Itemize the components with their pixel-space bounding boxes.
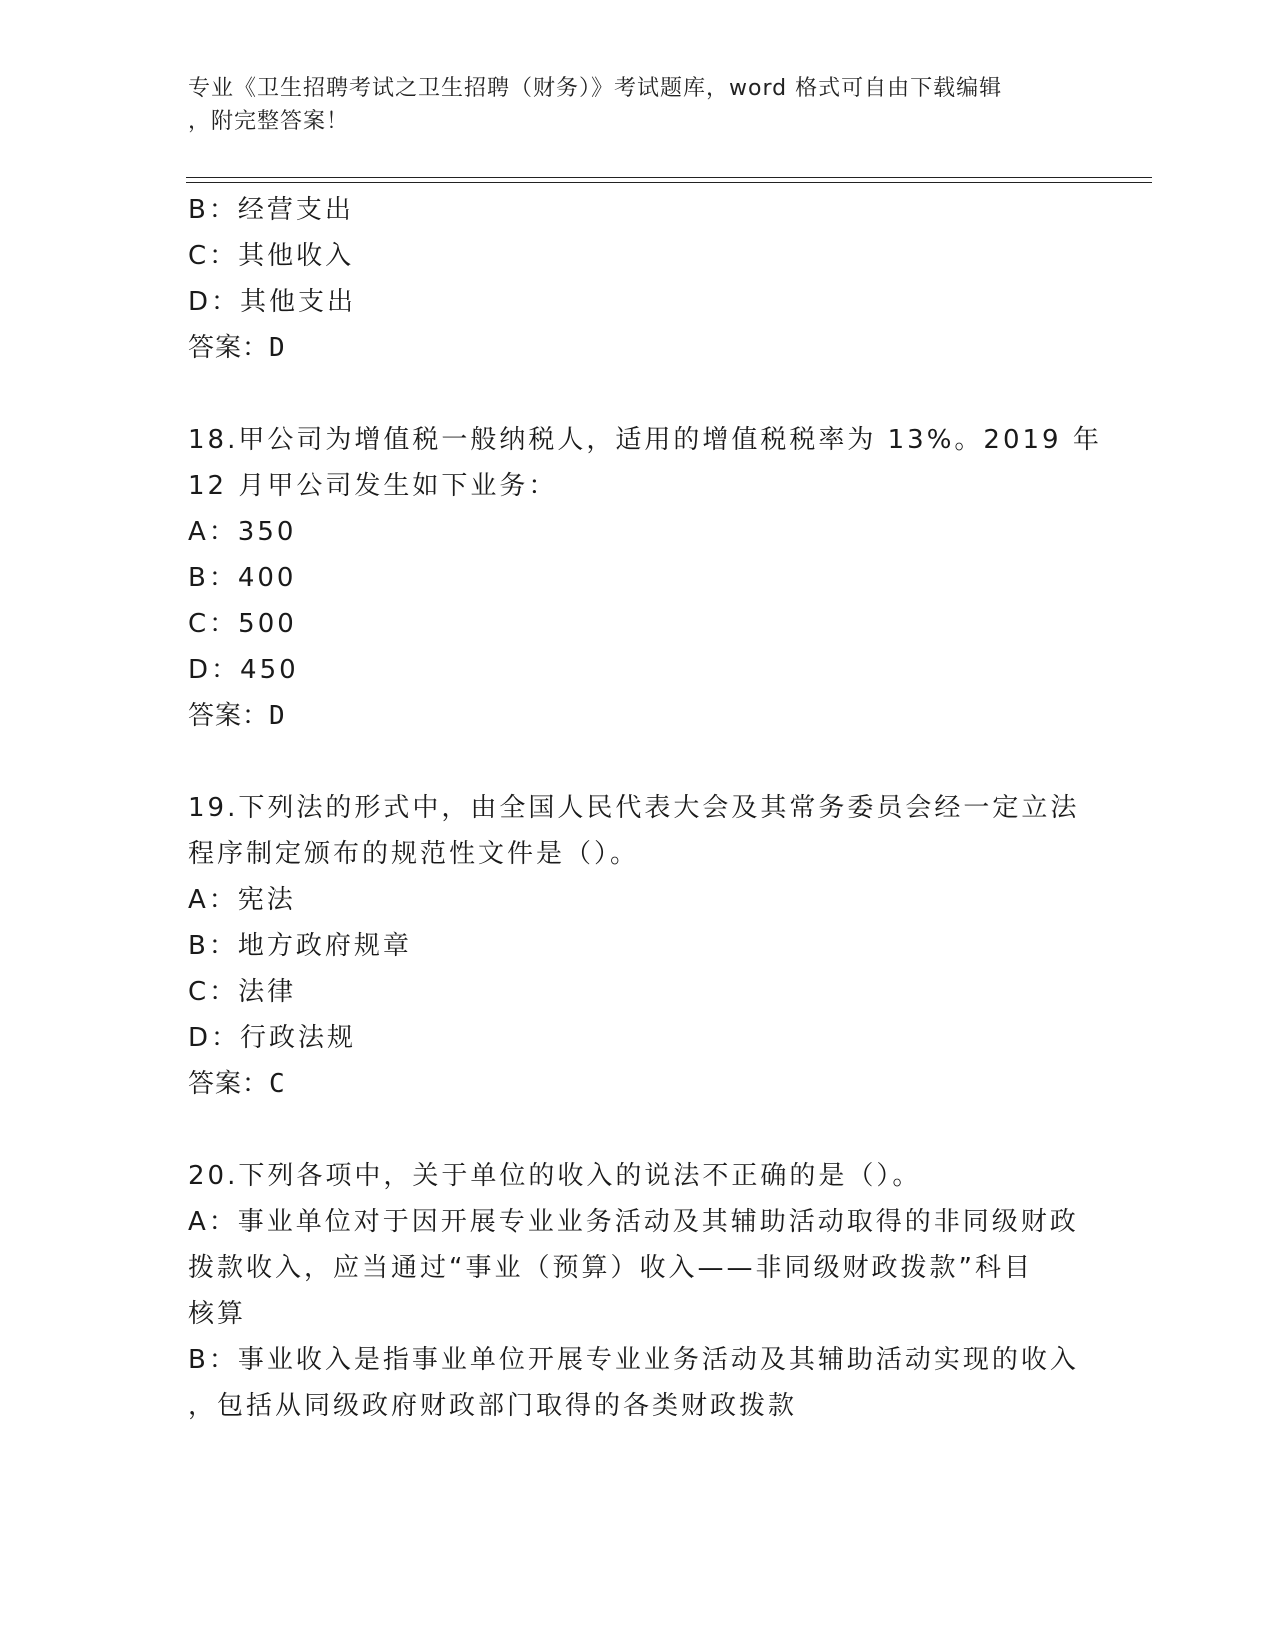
option-b: B：经营支出 (188, 195, 354, 225)
option-d: D：其他支出 (188, 287, 357, 317)
answer: 答案：C (188, 1069, 286, 1099)
question-20 (188, 1153, 1088, 1429)
question-stem-line-2: 程序制定颁布的规范性文件是（）。 (188, 839, 640, 869)
header-line-1: 专业《卫生招聘考试之卫生招聘（财务）》考试题库，word 格式可自由下载编辑 (188, 76, 1003, 101)
option-b-line-2: ，包括从同级政府财政部门取得的各类财政拨款 (188, 1391, 798, 1421)
option-a-line-1: A：事业单位对于因开展专业业务活动及其辅助活动取得的非同级财政 (188, 1207, 1079, 1237)
option-b: B：地方政府规章 (188, 931, 412, 961)
option-a-line-2: 拨款收入，应当通过“事业（预算）收入——非同级财政拨款”科目 (188, 1253, 1033, 1283)
option-b-line-1: B：事业收入是指事业单位开展专业业务活动及其辅助活动实现的收入 (188, 1345, 1079, 1375)
option-a: A：350 (188, 517, 297, 547)
header-line-2: ，附完整答案！ (188, 109, 350, 134)
option-c: C：其他收入 (188, 241, 355, 271)
header-divider-bottom (186, 182, 1152, 183)
spacer (188, 1107, 1088, 1153)
question-stem-line-1: 19.下列法的形式中，由全国人民代表大会及其常务委员会经一定立法 (188, 793, 1080, 823)
option-d: D：行政法规 (188, 1023, 357, 1053)
option-d: D：450 (188, 655, 299, 685)
document-header (188, 72, 1068, 138)
option-c: C：500 (188, 609, 297, 639)
answer: 答案：D (188, 701, 286, 731)
spacer (188, 371, 1088, 417)
question-stem-line-1: 18.甲公司为增值税一般纳税人，适用的增值税税率为 13%。2019 年 (188, 425, 1102, 455)
question-stem-line-2: 12 月甲公司发生如下业务： (188, 471, 558, 501)
header-divider-top (186, 177, 1152, 178)
option-b: B：400 (188, 563, 297, 593)
question-18 (188, 417, 1102, 739)
question-17 (188, 187, 1088, 371)
option-a: A：宪法 (188, 885, 296, 915)
option-a-line-3: 核算 (188, 1299, 247, 1329)
question-stem-line-1: 20.下列各项中，关于单位的收入的说法不正确的是（）。 (188, 1161, 922, 1191)
question-19 (188, 785, 1088, 1107)
question-list (188, 187, 1102, 1429)
answer: 答案：D (188, 333, 286, 363)
option-c: C：法律 (188, 977, 297, 1007)
spacer (188, 739, 1088, 785)
